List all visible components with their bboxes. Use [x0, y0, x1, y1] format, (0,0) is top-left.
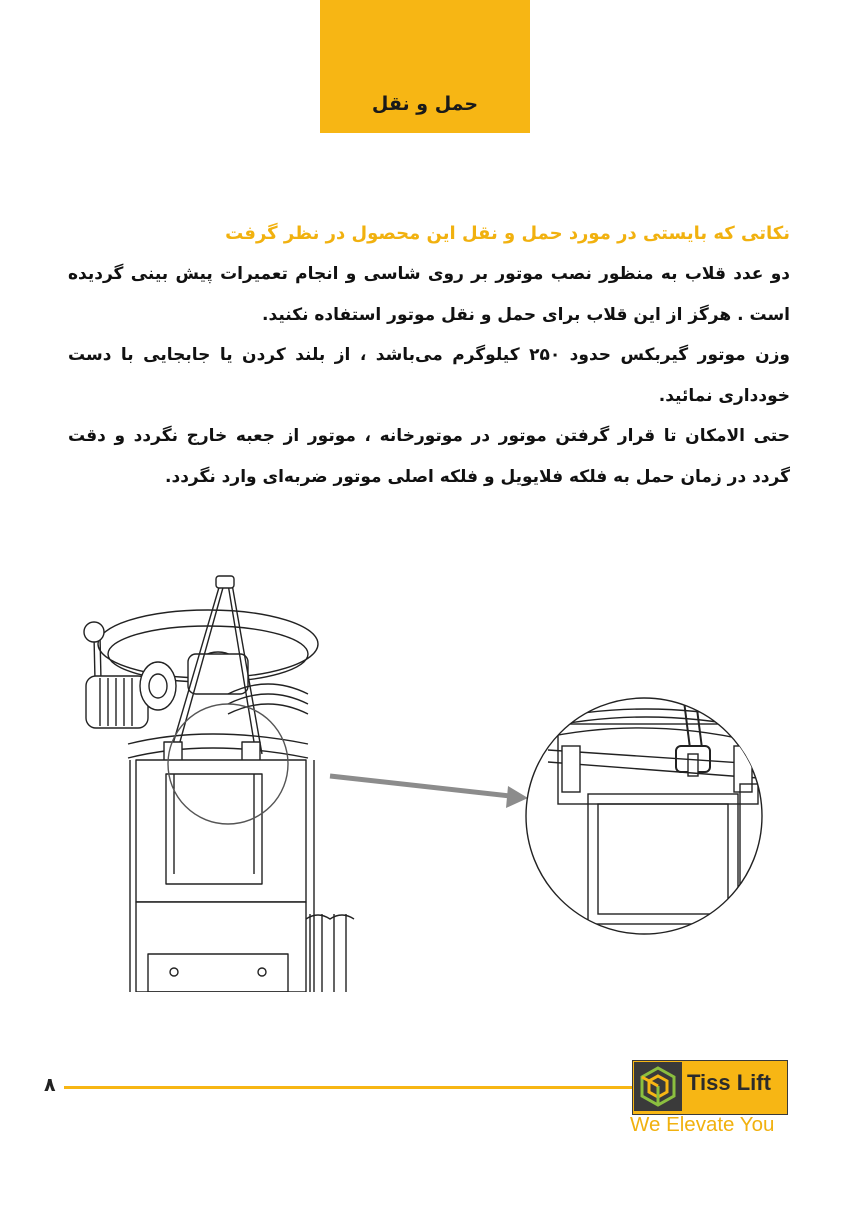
content-section: [68, 214, 790, 497]
page-number: ۸: [44, 1074, 56, 1096]
footer-rule: [64, 1086, 634, 1089]
brake-coil: [86, 676, 148, 728]
section-subheading: نکاتی که بایستی در مورد حمل و نقل این محصول در نظر گرفت: [225, 223, 790, 244]
detail-arrow-icon: [330, 776, 528, 808]
detail-magnifier: [518, 654, 780, 934]
brand-tagline: We Elevate You: [630, 1113, 775, 1136]
paragraph-transport: حتی الامکان تا قرار گرفتن موتور در موتورخانه ، موتور از جعبه خارج نگردد و دقت گردد در زمان حمل به فلکه فلایویل و فلکه اصلی موتور ضربه‌ای وارد نگردد.: [68, 426, 790, 487]
brand-logo: [632, 1060, 788, 1115]
paragraph-hooks: دو عدد قلاب به منظور نصب موتور بر روی شاسی و انجام تعمیرات پیش بینی گردیده است . هرگز از این قلاب برای حمل و نقل موتور استفاده نکنید.: [68, 264, 790, 325]
lifting-hook: [216, 576, 234, 588]
header-banner: [320, 0, 530, 133]
lever-ball-icon: [84, 622, 104, 642]
logo-cube-icon: [634, 1062, 682, 1111]
paragraph-weight: وزن موتور گیربکس حدود ۲۵۰ کیلوگرم می‌باشد ، از بلند کردن یا جابجایی با دست خودداری نمائید.: [68, 345, 790, 406]
gearbox-body: [136, 760, 306, 902]
page-title: حمل و نقل: [371, 93, 479, 115]
brand-name: Tiss Lift: [687, 1070, 771, 1095]
motor-lifting-illustration: [78, 574, 790, 992]
